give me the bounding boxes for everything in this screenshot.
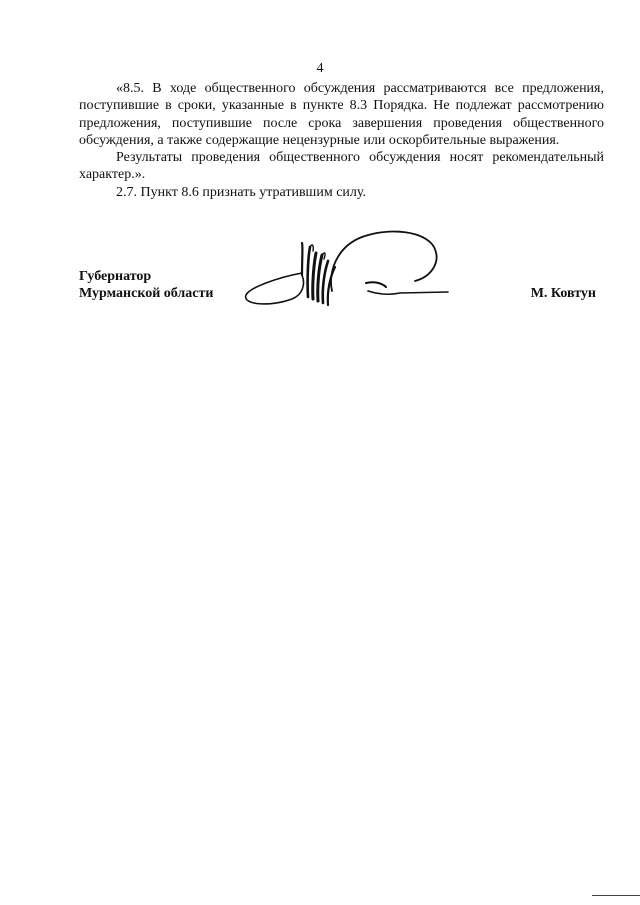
paragraph-8-5: «8.5. В ходе общественного обсуждения рассматриваются все предложения, поступившие в сроки, указанные в пункте 8.3 Порядка. Не подлежат рассмотрению предложения, поступившие после срока завершения проведения общественного обсуждения, а также содержащие нецензурные или оскорбительные выражения. — [79, 81, 604, 148]
signer-name: М. Ковтун — [530, 286, 596, 302]
signer-title-line2: Мурманской области — [79, 286, 214, 302]
document-body — [79, 80, 604, 201]
paragraph-results: Результаты проведения общественного обсуждения носят рекомендательный характер.». — [79, 150, 604, 183]
signer-title-line1: Губернатор — [79, 269, 152, 284]
page-number: 4 — [316, 61, 324, 76]
corner-line — [592, 895, 640, 896]
paragraph-2-7: 2.7. Пункт 8.6 признать утратившим силу. — [116, 184, 366, 200]
signer-title — [79, 268, 213, 303]
signature-block — [79, 268, 604, 308]
